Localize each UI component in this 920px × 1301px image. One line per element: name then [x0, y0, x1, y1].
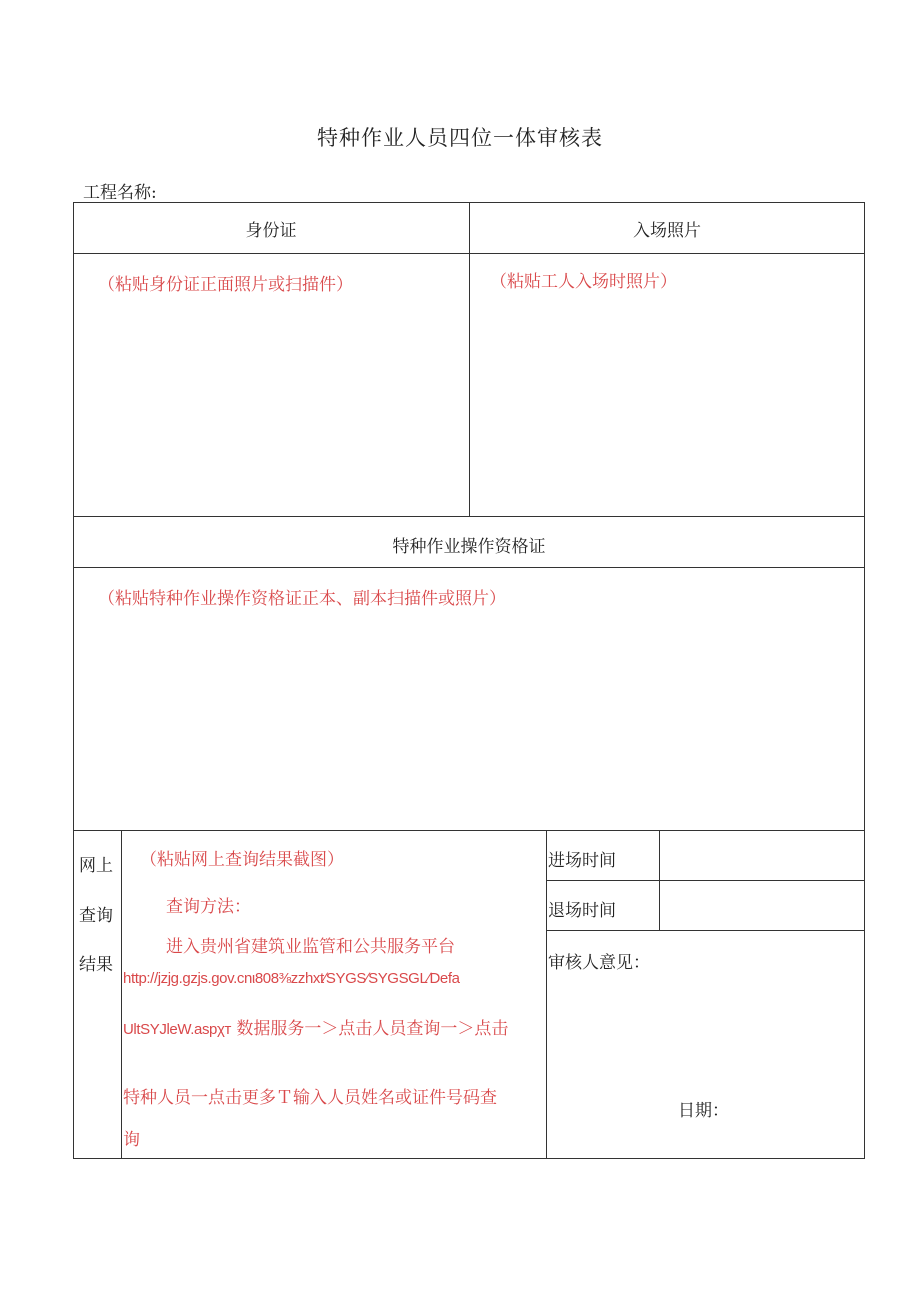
row-divider — [73, 567, 865, 568]
reviewer-opinion-label: 审核人意见： — [548, 953, 650, 973]
row-divider — [73, 516, 865, 517]
query-method-step: 进入贵州省建筑业监管和公共服务平台 — [166, 937, 455, 957]
column-divider — [546, 830, 547, 1159]
project-name-label: 工程名称: — [83, 183, 157, 203]
platform-url: http://jzjg.gzjs.gov.cnι808⅜zzhxt∕SYGS∕SYGSGL∕Defa — [123, 970, 460, 987]
online-query-label-line: 查询 — [79, 906, 113, 926]
query-method-step — [123, 1014, 508, 1039]
date-label: 日期： — [678, 1101, 729, 1121]
online-query-paste-area: （粘贴网上查询结果截图） — [140, 850, 344, 870]
online-query-label-line: 结果 — [79, 955, 113, 975]
id-card-paste-area: （粘贴身份证正面照片或扫描件） — [98, 275, 353, 295]
exit-time-label: 退场时间 — [548, 901, 616, 921]
query-method-step: 特种人员一点击更多Ｔ输入人员姓名或证件号码查 — [123, 1088, 497, 1108]
query-method-step: 询 — [123, 1130, 140, 1150]
id-card-header: 身份证 — [245, 221, 297, 241]
query-method-label: 查询方法： — [166, 897, 251, 917]
column-divider — [469, 202, 470, 516]
entry-time-label: 进场时间 — [548, 851, 616, 871]
online-query-label-line: 网上 — [79, 856, 113, 876]
column-divider — [121, 830, 122, 1159]
exit-time-field[interactable] — [660, 881, 864, 930]
entry-photo-paste-area: （粘贴工人入场时照片） — [490, 272, 677, 292]
certificate-header: 特种作业操作资格证 — [392, 537, 546, 557]
page-title: 特种作业人员四位一体审核表 — [317, 126, 603, 150]
platform-url-end: UltSYJleW.aspχт — [123, 1021, 231, 1038]
entry-photo-header: 入场照片 — [633, 221, 701, 241]
row-divider — [546, 930, 865, 931]
certificate-paste-area: （粘贴特种作业操作资格证正本、副本扫描件或照片） — [98, 589, 506, 609]
query-method-step-text: 数据服务一＞点击人员查询一＞点击 — [236, 1019, 509, 1039]
entry-time-field[interactable] — [660, 831, 864, 880]
